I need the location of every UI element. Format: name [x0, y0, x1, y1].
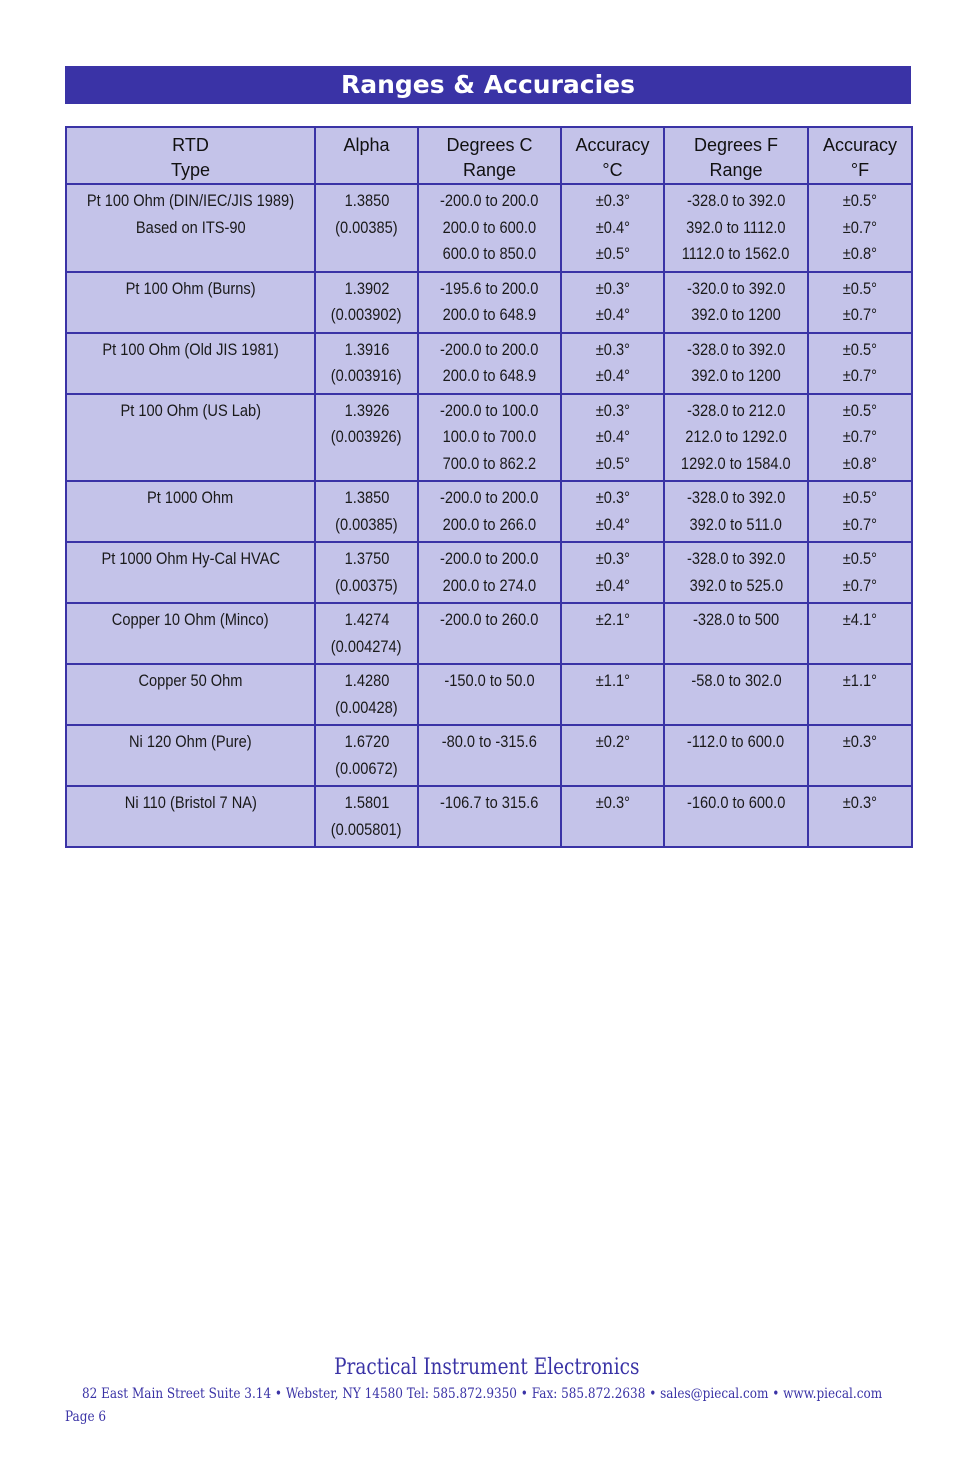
cell-accuracy-c-line: ±0.3°	[595, 278, 630, 298]
cell-degrees-c-range	[418, 725, 561, 786]
cell-degrees-f-range-line: -328.0 to 392.0	[686, 549, 786, 568]
cell-accuracy-f-line: ±0.3°	[842, 793, 878, 812]
cell-degrees-f-range	[664, 725, 808, 786]
cell-alpha-line: 1.3850	[344, 488, 389, 507]
cell-degrees-c-range	[418, 542, 561, 603]
cell-rtd-type	[66, 603, 315, 664]
cell-degrees-f-range	[664, 664, 808, 725]
cell-accuracy-f-line: ±1.1°	[842, 671, 878, 690]
cell-alpha	[315, 184, 418, 272]
cell-accuracy-c-line: ±0.3°	[595, 793, 630, 812]
cell-degrees-c-range-line: 200.0 to 648.9	[442, 305, 537, 324]
cell-accuracy-c	[561, 725, 664, 786]
cell-accuracy-f-line: ±0.5°	[842, 488, 878, 507]
cell-accuracy-f-line: ±0.7°	[842, 575, 878, 595]
cell-degrees-c-range-line: -200.0 to 200.0	[440, 191, 539, 210]
cell-degrees-c-range-line: 700.0 to 862.2	[442, 453, 537, 473]
cell-rtd-type	[66, 333, 315, 394]
page-number: Page 6	[65, 1409, 107, 1425]
cell-degrees-c-range-line: -200.0 to 200.0	[440, 549, 539, 568]
cell-accuracy-c-line: ±0.3°	[595, 339, 630, 359]
table-row	[66, 184, 912, 272]
cell-accuracy-f-line: ±0.7°	[842, 514, 878, 534]
cell-degrees-f-range-line: 212.0 to 1292.0	[685, 427, 787, 446]
cell-accuracy-c	[561, 664, 664, 725]
cell-accuracy-f	[808, 184, 912, 272]
cell-degrees-c-range	[418, 603, 561, 664]
cell-degrees-f-range-line: 392.0 to 1200	[691, 366, 781, 385]
cell-alpha-line: (0.00385)	[335, 217, 398, 237]
cell-accuracy-c-line: ±0.3°	[595, 191, 630, 210]
cell-alpha-line: (0.003916)	[331, 366, 402, 385]
cell-accuracy-c-line: ±0.3°	[595, 549, 630, 568]
cell-accuracy-c	[561, 786, 664, 847]
cell-rtd-type-line: Copper 50 Ohm	[138, 671, 243, 690]
cell-rtd-type	[66, 542, 315, 603]
table-row	[66, 664, 912, 725]
cell-degrees-f-range	[664, 786, 808, 847]
table-row	[66, 394, 912, 482]
header-alpha: Alpha	[315, 127, 418, 184]
header-rtd-type: RTD Type	[66, 127, 315, 184]
cell-degrees-c-range-line: 200.0 to 648.9	[442, 366, 537, 385]
cell-accuracy-f-line: ±0.5°	[842, 339, 878, 359]
cell-accuracy-f	[808, 725, 912, 786]
cell-accuracy-c-line: ±0.4°	[595, 514, 630, 534]
cell-degrees-c-range	[418, 394, 561, 482]
cell-alpha	[315, 725, 418, 786]
cell-degrees-f-range-line: -112.0 to 600.0	[687, 732, 785, 751]
cell-accuracy-f-line: ±0.7°	[842, 427, 878, 446]
table-header-row	[66, 127, 912, 184]
header-accuracy-f: Accuracy °F	[808, 127, 912, 184]
cell-rtd-type	[66, 725, 315, 786]
cell-degrees-f-range	[664, 603, 808, 664]
cell-degrees-f-range-line: 392.0 to 511.0	[689, 514, 783, 534]
cell-accuracy-f-line: ±0.5°	[842, 549, 878, 568]
cell-degrees-c-range	[418, 184, 561, 272]
cell-alpha	[315, 333, 418, 394]
cell-rtd-type-line: Pt 100 Ohm (US Lab)	[120, 400, 261, 420]
cell-accuracy-f-line: ±0.5°	[842, 278, 878, 298]
cell-accuracy-f	[808, 481, 912, 542]
cell-degrees-f-range-line: 392.0 to 525.0	[689, 575, 783, 595]
table-row	[66, 786, 912, 847]
cell-degrees-f-range-line: -160.0 to 600.0	[686, 793, 786, 812]
cell-degrees-f-range-line: -328.0 to 500	[692, 610, 780, 629]
cell-rtd-type-line: Pt 100 Ohm (DIN/IEC/JIS 1989)	[86, 191, 295, 210]
cell-degrees-c-range-line: 600.0 to 850.0	[442, 244, 537, 263]
cell-accuracy-f	[808, 394, 912, 482]
cell-degrees-f-range-line: 1292.0 to 1584.0	[681, 453, 791, 473]
cell-alpha-line: (0.005801)	[331, 819, 402, 839]
cell-degrees-f-range	[664, 333, 808, 394]
cell-alpha-line: 1.3916	[344, 339, 389, 359]
cell-rtd-type-line: Pt 100 Ohm (Old JIS 1981)	[102, 339, 279, 359]
cell-degrees-c-range-line: -195.6 to 200.0	[440, 278, 539, 298]
cell-accuracy-f-line: ±0.5°	[842, 400, 878, 420]
cell-alpha-line: 1.3850	[344, 191, 389, 210]
cell-alpha-line: 1.3902	[344, 278, 389, 298]
cell-accuracy-c	[561, 272, 664, 333]
cell-rtd-type	[66, 664, 315, 725]
ranges-accuracies-table	[65, 126, 913, 848]
cell-rtd-type	[66, 394, 315, 482]
cell-degrees-f-range	[664, 481, 808, 542]
cell-alpha	[315, 272, 418, 333]
cell-alpha-line: (0.00385)	[335, 514, 398, 534]
cell-accuracy-f-line: ±0.7°	[842, 305, 878, 324]
header-degrees-f-range: Degrees F Range	[664, 127, 808, 184]
cell-degrees-c-range	[418, 272, 561, 333]
cell-accuracy-c-line: ±0.3°	[595, 400, 630, 420]
cell-accuracy-f	[808, 272, 912, 333]
cell-alpha-line: (0.00672)	[335, 758, 398, 778]
cell-degrees-c-range	[418, 333, 561, 394]
table-row	[66, 725, 912, 786]
cell-accuracy-c-line: ±0.4°	[595, 366, 630, 385]
cell-alpha-line: 1.5801	[344, 793, 389, 812]
cell-accuracy-c	[561, 394, 664, 482]
cell-accuracy-c-line: ±0.4°	[595, 217, 630, 237]
cell-rtd-type-line: Pt 1000 Ohm Hy-Cal HVAC	[101, 549, 280, 568]
cell-degrees-c-range	[418, 664, 561, 725]
cell-degrees-c-range-line: -150.0 to 50.0	[444, 671, 535, 690]
cell-alpha-line: 1.6720	[344, 732, 389, 751]
cell-alpha	[315, 542, 418, 603]
cell-alpha	[315, 394, 418, 482]
cell-accuracy-f	[808, 603, 912, 664]
cell-accuracy-f-line: ±0.7°	[842, 366, 878, 385]
header-degrees-c-range: Degrees C Range	[418, 127, 561, 184]
cell-alpha	[315, 664, 418, 725]
cell-rtd-type-line: Copper 10 Ohm (Minco)	[112, 610, 269, 629]
cell-accuracy-f-line: ±4.1°	[842, 610, 878, 629]
cell-accuracy-c-line: ±0.3°	[595, 488, 630, 507]
cell-alpha-line: (0.00375)	[335, 575, 398, 595]
cell-degrees-f-range-line: -328.0 to 392.0	[686, 191, 786, 210]
cell-alpha-line: (0.00428)	[335, 697, 398, 717]
cell-accuracy-f-line: ±0.8°	[842, 453, 878, 473]
cell-degrees-f-range	[664, 542, 808, 603]
cell-degrees-f-range-line: -58.0 to 302.0	[690, 671, 782, 690]
cell-alpha	[315, 786, 418, 847]
cell-accuracy-f-line: ±0.7°	[842, 217, 878, 237]
cell-accuracy-c-line: ±0.2°	[595, 732, 630, 751]
cell-degrees-c-range	[418, 481, 561, 542]
cell-degrees-c-range-line: -106.7 to 315.6	[440, 793, 539, 812]
cell-accuracy-c-line: ±0.5°	[595, 244, 630, 263]
cell-alpha-line: (0.003902)	[331, 305, 402, 324]
cell-alpha-line: 1.4280	[344, 671, 389, 690]
cell-accuracy-f	[808, 786, 912, 847]
cell-degrees-c-range-line: 200.0 to 274.0	[442, 575, 537, 595]
cell-accuracy-c-line: ±0.4°	[595, 305, 630, 324]
cell-alpha-line: (0.004274)	[331, 636, 402, 656]
cell-alpha-line: 1.4274	[344, 610, 389, 629]
table-row	[66, 333, 912, 394]
table-row	[66, 481, 912, 542]
cell-accuracy-c	[561, 333, 664, 394]
cell-alpha-line: 1.3750	[344, 549, 389, 568]
cell-accuracy-c	[561, 481, 664, 542]
cell-rtd-type	[66, 481, 315, 542]
cell-accuracy-f-line: ±0.5°	[842, 191, 878, 210]
page-title: Ranges & Accuracies	[65, 66, 911, 104]
cell-rtd-type-line: Pt 100 Ohm (Burns)	[125, 278, 256, 298]
table-row	[66, 603, 912, 664]
cell-degrees-f-range-line: 392.0 to 1112.0	[686, 217, 786, 237]
table-row	[66, 542, 912, 603]
cell-accuracy-f	[808, 664, 912, 725]
cell-alpha	[315, 481, 418, 542]
cell-degrees-c-range-line: -80.0 to -315.6	[441, 732, 538, 751]
cell-degrees-f-range-line: -328.0 to 212.0	[686, 400, 786, 420]
table-body	[66, 184, 912, 847]
cell-accuracy-c-line: ±0.5°	[595, 453, 630, 473]
cell-degrees-c-range-line: -200.0 to 100.0	[440, 400, 539, 420]
cell-degrees-c-range-line: 200.0 to 266.0	[442, 514, 537, 534]
cell-rtd-type	[66, 184, 315, 272]
cell-accuracy-c-line: ±2.1°	[595, 610, 630, 629]
cell-accuracy-c	[561, 542, 664, 603]
cell-degrees-f-range	[664, 184, 808, 272]
cell-rtd-type	[66, 786, 315, 847]
cell-degrees-c-range-line: -200.0 to 260.0	[440, 610, 539, 629]
cell-accuracy-c-line: ±0.4°	[595, 427, 630, 446]
cell-degrees-c-range-line: 200.0 to 600.0	[442, 217, 537, 237]
cell-alpha-line: (0.003926)	[331, 427, 402, 446]
cell-degrees-f-range	[664, 394, 808, 482]
cell-degrees-c-range-line: 100.0 to 700.0	[442, 427, 537, 446]
cell-rtd-type	[66, 272, 315, 333]
footer-address: 82 East Main Street Suite 3.14 • Webster, NY 14580 Tel: 585.872.9350 • Fax: 585.872.2638 • sales@piecal.com • www.piecal.com	[82, 1386, 883, 1402]
cell-rtd-type-line: Ni 110 (Bristol 7 NA)	[124, 793, 257, 812]
cell-accuracy-c	[561, 184, 664, 272]
cell-alpha-line: 1.3926	[344, 400, 389, 420]
cell-rtd-type-line: Pt 1000 Ohm	[147, 488, 234, 507]
cell-accuracy-f	[808, 333, 912, 394]
cell-degrees-f-range-line: -328.0 to 392.0	[686, 488, 786, 507]
cell-accuracy-f	[808, 542, 912, 603]
cell-rtd-type-line: Ni 120 Ohm (Pure)	[129, 732, 252, 751]
cell-accuracy-c	[561, 603, 664, 664]
footer-company-name: Practical Instrument Electronics	[334, 1355, 640, 1380]
cell-degrees-c-range-line: -200.0 to 200.0	[440, 488, 539, 507]
cell-accuracy-c-line: ±1.1°	[595, 671, 630, 690]
cell-degrees-f-range-line: 392.0 to 1200	[691, 305, 781, 324]
cell-accuracy-c-line: ±0.4°	[595, 575, 630, 595]
cell-alpha	[315, 603, 418, 664]
cell-degrees-f-range-line: -328.0 to 392.0	[686, 339, 786, 359]
cell-degrees-c-range-line: -200.0 to 200.0	[440, 339, 539, 359]
cell-accuracy-f-line: ±0.3°	[842, 732, 878, 751]
cell-rtd-type-line: Based on ITS-90	[135, 217, 246, 237]
table-row	[66, 272, 912, 333]
cell-degrees-f-range	[664, 272, 808, 333]
cell-degrees-f-range-line: -320.0 to 392.0	[686, 278, 786, 298]
cell-degrees-c-range	[418, 786, 561, 847]
cell-degrees-f-range-line: 1112.0 to 1562.0	[682, 244, 790, 263]
cell-accuracy-f-line: ±0.8°	[842, 244, 878, 263]
header-accuracy-c: Accuracy °C	[561, 127, 664, 184]
